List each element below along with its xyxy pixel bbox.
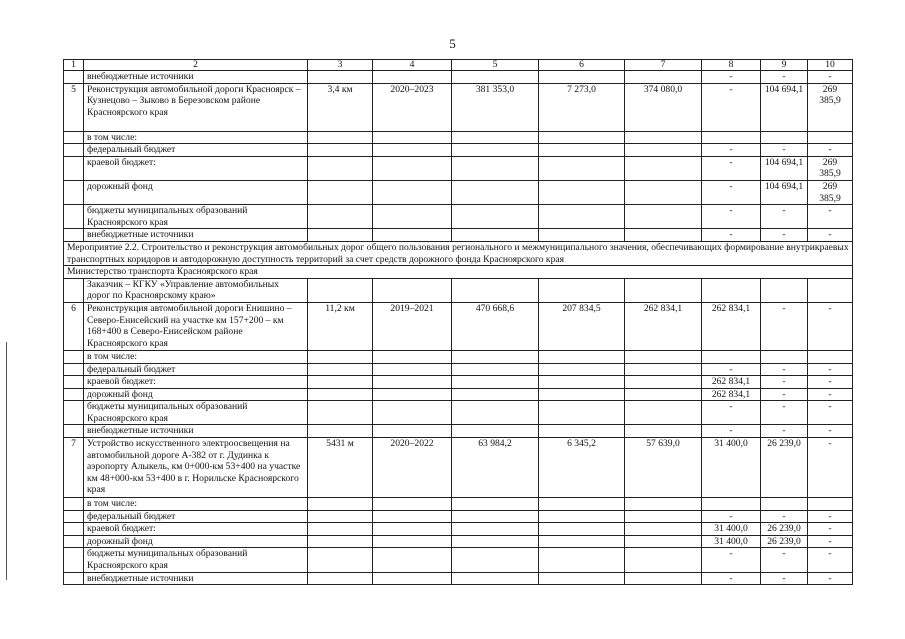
table-cell: 3,4 км <box>308 83 373 131</box>
table-cell <box>373 523 452 536</box>
table-cell <box>808 278 853 302</box>
table-cell: - <box>808 510 853 523</box>
table-cell <box>452 180 539 204</box>
table-cell: - <box>808 363 853 376</box>
table-cell <box>452 401 539 425</box>
ministry-title: Министерство транспорта Красноярского края <box>64 266 853 279</box>
table-cell <box>64 401 84 425</box>
table-cell: 104 694,1 <box>761 83 808 131</box>
table-cell: 269 385,9 <box>808 156 853 180</box>
table-cell <box>308 401 373 425</box>
table-row <box>64 388 853 401</box>
table-cell: - <box>702 401 761 425</box>
table-cell <box>64 523 84 536</box>
table-cell <box>308 548 373 572</box>
table-cell <box>702 278 761 302</box>
table-cell <box>539 278 625 302</box>
table-cell <box>452 278 539 302</box>
table-cell <box>625 548 702 572</box>
table-cell: 2019–2021 <box>373 302 452 350</box>
table-cell: - <box>808 401 853 425</box>
table-cell <box>64 535 84 548</box>
table-cell: - <box>761 425 808 438</box>
table-cell <box>64 180 84 204</box>
table-cell <box>308 144 373 157</box>
table-row <box>64 156 853 180</box>
header-cell: 3 <box>308 60 373 71</box>
table-cell: краевой бюджет: <box>84 376 308 389</box>
table-cell <box>625 350 702 363</box>
table-row <box>64 131 853 144</box>
table-cell <box>373 388 452 401</box>
table-cell <box>308 523 373 536</box>
table-cell <box>373 548 452 572</box>
table-cell: 11,2 км <box>308 302 373 350</box>
table-cell: - <box>761 401 808 425</box>
table-cell <box>808 350 853 363</box>
table-cell <box>64 363 84 376</box>
table-cell <box>808 498 853 511</box>
table-cell <box>64 156 84 180</box>
table-cell: 2020–2023 <box>373 83 452 131</box>
table-cell: 5431 м <box>308 438 373 498</box>
table-cell: - <box>808 388 853 401</box>
table-cell: 262 834,1 <box>702 302 761 350</box>
table-row <box>64 425 853 438</box>
table-cell: 207 834,5 <box>539 302 625 350</box>
table-cell <box>308 131 373 144</box>
table-cell <box>64 425 84 438</box>
table-cell: - <box>702 205 761 229</box>
table-cell <box>308 278 373 302</box>
table-cell <box>373 156 452 180</box>
customer: Заказчик – КГКУ «Управление автомобильных дорог по Красноярскому краю» <box>84 278 308 302</box>
table-cell: дорожный фонд <box>84 388 308 401</box>
table-cell <box>64 205 84 229</box>
table-cell: - <box>702 548 761 572</box>
table-cell <box>539 572 625 585</box>
item-number: 6 <box>64 302 84 350</box>
table-cell <box>373 71 452 84</box>
table-cell <box>539 510 625 523</box>
table-cell <box>64 71 84 84</box>
table-row <box>64 229 853 242</box>
page-number: 5 <box>449 36 456 51</box>
table-cell: - <box>702 363 761 376</box>
table-cell <box>64 144 84 157</box>
table-row <box>64 278 853 302</box>
table-cell <box>452 156 539 180</box>
table-row <box>64 83 853 131</box>
table-cell <box>308 376 373 389</box>
table-cell <box>539 180 625 204</box>
table-cell: краевой бюджет: <box>84 156 308 180</box>
table-cell <box>702 498 761 511</box>
table-cell: - <box>702 156 761 180</box>
table-cell <box>539 376 625 389</box>
table-cell <box>373 229 452 242</box>
table-cell <box>452 425 539 438</box>
table-cell <box>452 388 539 401</box>
table-row <box>64 363 853 376</box>
table-cell <box>308 510 373 523</box>
table-row <box>64 376 853 389</box>
table-cell: 262 834,1 <box>702 388 761 401</box>
table-row <box>64 548 853 572</box>
table-cell <box>373 510 452 523</box>
table-cell <box>539 229 625 242</box>
table-cell <box>373 572 452 585</box>
table-cell <box>373 376 452 389</box>
table-cell: 470 668,6 <box>452 302 539 350</box>
table-cell: - <box>702 83 761 131</box>
table-cell: в том числе: <box>84 498 308 511</box>
table-cell <box>625 131 702 144</box>
table-cell <box>373 144 452 157</box>
table-cell <box>373 278 452 302</box>
item-number: 7 <box>64 438 84 498</box>
table-row <box>64 350 853 363</box>
table-cell <box>625 572 702 585</box>
table-cell <box>64 510 84 523</box>
table-cell <box>625 498 702 511</box>
table-cell <box>625 425 702 438</box>
table-cell: - <box>702 510 761 523</box>
table-cell <box>64 498 84 511</box>
table-row <box>64 302 853 350</box>
table-cell: - <box>702 144 761 157</box>
table-cell: - <box>761 205 808 229</box>
table-cell <box>64 229 84 242</box>
table-cell <box>625 535 702 548</box>
table-cell: 269 385,9 <box>808 180 853 204</box>
table-cell <box>539 425 625 438</box>
row-label: внебюджетные источники <box>84 71 308 84</box>
table-cell <box>308 71 373 84</box>
header-cell: 8 <box>702 60 761 71</box>
table-cell: 26 239,0 <box>761 438 808 498</box>
table-cell: краевой бюджет: <box>84 523 308 536</box>
table-cell: в том числе: <box>84 131 308 144</box>
table-cell <box>64 548 84 572</box>
table-cell: 269 385,9 <box>808 83 853 131</box>
table-cell <box>452 205 539 229</box>
table-cell <box>373 205 452 229</box>
table-cell: - <box>808 205 853 229</box>
table-cell <box>308 425 373 438</box>
table-cell: 7 273,0 <box>539 83 625 131</box>
table-cell <box>452 229 539 242</box>
table-cell: - <box>761 388 808 401</box>
table-row <box>64 401 853 425</box>
table-cell <box>539 71 625 84</box>
table-cell <box>308 229 373 242</box>
table-cell <box>64 350 84 363</box>
table-cell: 2020–2022 <box>373 438 452 498</box>
table-cell <box>539 205 625 229</box>
table-cell: 6 345,2 <box>539 438 625 498</box>
table-cell <box>308 363 373 376</box>
table-cell: - <box>761 229 808 242</box>
table-cell: дорожный фонд <box>84 180 308 204</box>
table-cell: - <box>702 229 761 242</box>
table-cell <box>539 401 625 425</box>
table-cell <box>64 278 84 302</box>
table-cell <box>308 388 373 401</box>
table-cell <box>625 144 702 157</box>
table-cell <box>308 535 373 548</box>
table-row <box>64 144 853 157</box>
table-cell <box>539 535 625 548</box>
table-cell <box>308 572 373 585</box>
table-cell: 57 639,0 <box>625 438 702 498</box>
table-cell: в том числе: <box>84 350 308 363</box>
table-cell: - <box>761 71 808 84</box>
header-cell: 4 <box>373 60 452 71</box>
table-cell <box>625 510 702 523</box>
table-cell: бюджеты муниципальных образований Красноярского края <box>84 205 308 229</box>
header-cell: 6 <box>539 60 625 71</box>
item-number: 5 <box>64 83 84 131</box>
table-cell <box>625 388 702 401</box>
table-cell <box>761 350 808 363</box>
table-cell: - <box>808 425 853 438</box>
table-cell: бюджеты муниципальных образований Красноярского края <box>84 548 308 572</box>
table-cell: - <box>808 71 853 84</box>
table-cell <box>539 363 625 376</box>
item-name: Устройство искусственного электроосвещения на автомобильной дороге А-382 от г. Дудинка к аэропорту Алыкель, км 0+000-км 53+400 на участке км 48+000-км 53+400 в г. Норильске Красноярского края <box>84 438 308 498</box>
header-cell: 10 <box>808 60 853 71</box>
table-cell <box>539 548 625 572</box>
table-cell: внебюджетные источники <box>84 229 308 242</box>
table-cell: - <box>808 572 853 585</box>
table-cell <box>625 205 702 229</box>
table-cell <box>452 363 539 376</box>
table-cell <box>452 131 539 144</box>
table-row <box>64 498 853 511</box>
table-cell <box>702 350 761 363</box>
table-cell: - <box>702 180 761 204</box>
header-cell: 5 <box>452 60 539 71</box>
header-cell: 1 <box>64 60 84 71</box>
table-cell <box>625 363 702 376</box>
table-cell <box>539 498 625 511</box>
table-row <box>64 180 853 204</box>
table-cell <box>452 523 539 536</box>
table-row <box>64 535 853 548</box>
table-cell: внебюджетные источники <box>84 572 308 585</box>
table-cell <box>539 131 625 144</box>
table-cell: федеральный бюджет <box>84 144 308 157</box>
table-cell: 262 834,1 <box>625 302 702 350</box>
table-cell <box>373 401 452 425</box>
table-cell <box>625 180 702 204</box>
table-cell: 381 353,0 <box>452 83 539 131</box>
table-cell: - <box>761 363 808 376</box>
table-cell <box>452 510 539 523</box>
table-cell <box>308 205 373 229</box>
table-cell: 31 400,0 <box>702 535 761 548</box>
table-cell: - <box>761 510 808 523</box>
table-cell: 26 239,0 <box>761 523 808 536</box>
table-cell: 31 400,0 <box>702 438 761 498</box>
header-row <box>64 60 853 71</box>
table-cell <box>452 548 539 572</box>
table-cell: - <box>808 302 853 350</box>
table-cell: - <box>808 144 853 157</box>
table-cell <box>625 376 702 389</box>
table-cell: бюджеты муниципальных образований Красноярского края <box>84 401 308 425</box>
table-row <box>64 523 853 536</box>
item-name: Реконструкция автомобильной дороги Енишино – Северо-Енисейский на участке км 157+200 – км 168+400 в Северо-Енисейском районе Красноярского края <box>84 302 308 350</box>
table-cell: - <box>808 438 853 498</box>
table-cell: - <box>761 302 808 350</box>
table-cell: 26 239,0 <box>761 535 808 548</box>
table-cell <box>373 180 452 204</box>
measure-title: Мероприятие 2.2. Строительство и реконструкция автомобильных дорог общего пользования регионального и межмуниципального значения, обеспечивающих формирование внутрикраевых транспортных коридоров и автодорожную доступность территорий за счет средств дорожного фонда Красноярского края <box>64 241 853 265</box>
table-cell <box>308 180 373 204</box>
table-cell <box>761 131 808 144</box>
table-cell <box>64 572 84 585</box>
table-cell <box>625 156 702 180</box>
table-cell <box>625 523 702 536</box>
section-row <box>64 266 853 279</box>
table-row <box>64 205 853 229</box>
item-name: Реконструкция автомобильной дороги Красноярск – Кузнецово – Зыково в Березовском районе Красноярского края <box>84 83 308 131</box>
table-cell: - <box>702 425 761 438</box>
table-cell <box>452 376 539 389</box>
table-cell: федеральный бюджет <box>84 363 308 376</box>
table-cell: 374 080,0 <box>625 83 702 131</box>
table-cell <box>539 350 625 363</box>
table-cell: внебюджетные источники <box>84 425 308 438</box>
table-cell: 31 400,0 <box>702 523 761 536</box>
table-cell: - <box>702 71 761 84</box>
table-cell <box>761 498 808 511</box>
header-cell: 2 <box>84 60 308 71</box>
table-cell <box>539 523 625 536</box>
table-cell: федеральный бюджет <box>84 510 308 523</box>
table-cell: - <box>808 229 853 242</box>
table-cell <box>761 278 808 302</box>
table-cell: - <box>808 523 853 536</box>
table-row <box>64 71 853 84</box>
header-cell: 7 <box>625 60 702 71</box>
table-row <box>64 510 853 523</box>
table-cell <box>452 350 539 363</box>
table-cell: - <box>808 548 853 572</box>
table-cell: - <box>808 376 853 389</box>
table-cell <box>625 229 702 242</box>
table-row <box>64 438 853 498</box>
table-cell: - <box>761 572 808 585</box>
table-cell <box>64 376 84 389</box>
section-row <box>64 241 853 265</box>
table-cell <box>373 363 452 376</box>
margin-line <box>6 342 7 580</box>
table-cell <box>539 156 625 180</box>
table-cell: - <box>761 548 808 572</box>
table-cell <box>452 144 539 157</box>
table-cell <box>625 278 702 302</box>
table-cell <box>452 71 539 84</box>
table-cell <box>452 498 539 511</box>
table-cell <box>452 535 539 548</box>
table-cell <box>373 535 452 548</box>
header-cell: 9 <box>761 60 808 71</box>
table-cell <box>373 498 452 511</box>
table-cell <box>452 572 539 585</box>
table-cell <box>308 498 373 511</box>
table-cell <box>308 350 373 363</box>
table-cell: 104 694,1 <box>761 156 808 180</box>
table-cell: - <box>761 144 808 157</box>
table-cell <box>373 425 452 438</box>
table-cell <box>308 156 373 180</box>
table-cell: - <box>761 376 808 389</box>
table-cell <box>702 131 761 144</box>
table-row <box>64 572 853 585</box>
table-cell: дорожный фонд <box>84 535 308 548</box>
budget-table <box>63 59 853 585</box>
table-cell <box>373 131 452 144</box>
table-cell <box>539 144 625 157</box>
table-cell <box>539 388 625 401</box>
table-cell: 104 694,1 <box>761 180 808 204</box>
table-cell <box>625 71 702 84</box>
table-cell: 63 984,2 <box>452 438 539 498</box>
table-cell <box>373 350 452 363</box>
table-cell: 262 834,1 <box>702 376 761 389</box>
table-cell <box>64 388 84 401</box>
table-cell <box>808 131 853 144</box>
table-cell <box>625 401 702 425</box>
table-cell: - <box>702 572 761 585</box>
table-cell <box>64 131 84 144</box>
table-cell: - <box>808 535 853 548</box>
